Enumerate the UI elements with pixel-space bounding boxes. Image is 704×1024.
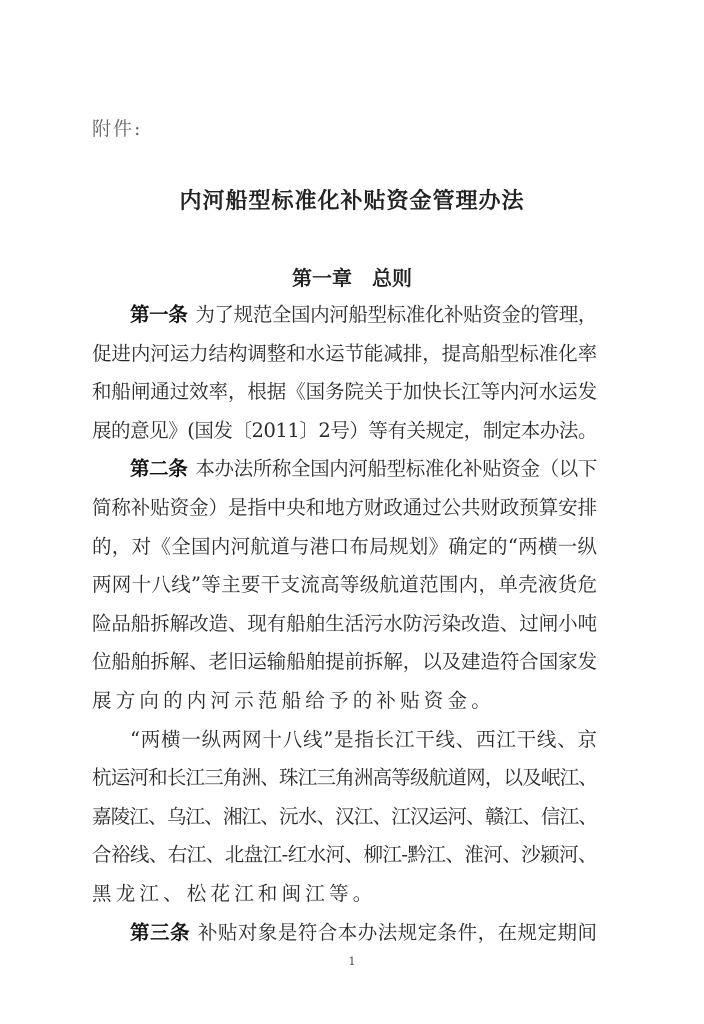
line-text: 为了规范全国内河船型标准化补贴资金的管理， [195,303,597,326]
text-line [130,727,597,753]
text-line [92,842,597,868]
text-line [130,920,597,946]
line-text: 嘉陵江、乌江、湘江、沅水、汉江、江汉运河、赣江、信江、 [92,804,597,828]
line-text: 合裕线、右江、北盘江-红水河、柳江-黔江、淮河、沙颍河、 [92,843,597,867]
page-number: 1 [348,955,356,968]
line-text: “两横一纵两网十八线”是指长江干线、西江干线、京 [130,727,597,751]
text-line [92,765,597,791]
line-text: 位船舶拆解、老旧运输船舶提前拆解，以及建造符合国家发 [92,650,597,674]
text-line [92,572,597,598]
text-line [92,881,597,907]
line-text: 和船闸通过效率，根据《国务院关于加快长江等内河水运发 [92,380,597,404]
attachment-label: 附件: [92,118,143,140]
document-title: 内河船型标准化补贴资金管理办法 [179,188,525,214]
line-text: 的，对《全国内河航道与港口布局规划》确定的“两横一纵 [92,534,597,558]
article-number: 第二条 [130,457,188,481]
text-line [92,688,597,714]
chapter-heading: 第一章 总则 [292,266,412,290]
text-line [92,534,597,560]
line-text: 展的意见》(国发〔2011〕2号）等有关规定，制定本办法。 [92,418,597,442]
line-text: 补贴对象是符合本办法规定条件，在规定期间 [197,920,597,944]
text-line [130,456,597,482]
line-text: 促进内河运力结构调整和水运节能减排，提高船型标准化率 [92,341,597,365]
line-text: 黑龙江、松花江和闽江等。 [92,882,377,905]
line-text: 险品船拆解改造、现有船舶生活污水防污染改造、过闸小吨 [92,611,597,635]
text-line [130,302,597,328]
text-line [92,611,597,637]
line-text: 本办法所称全国内河船型标准化补贴资金（以下 [195,457,597,481]
text-line [92,804,597,830]
line-text: 展方向的内河示范船给予的补贴资金。 [92,689,495,712]
text-line [92,341,597,367]
article-number: 第一条 [130,303,188,326]
article-number: 第三条 [130,920,190,944]
text-line [92,379,597,405]
text-line [92,649,597,675]
line-text: 简称补贴资金）是指中央和地方财政通过公共财政预算安排 [92,496,597,519]
text-line [92,495,597,521]
text-line [92,418,597,444]
line-text: 两网十八线”等主要干支流高等级航道范围内，单壳液货危 [92,573,597,597]
line-text: 杭运河和长江三角洲、珠江三角洲高等级航道网，以及岷江、 [92,766,597,790]
